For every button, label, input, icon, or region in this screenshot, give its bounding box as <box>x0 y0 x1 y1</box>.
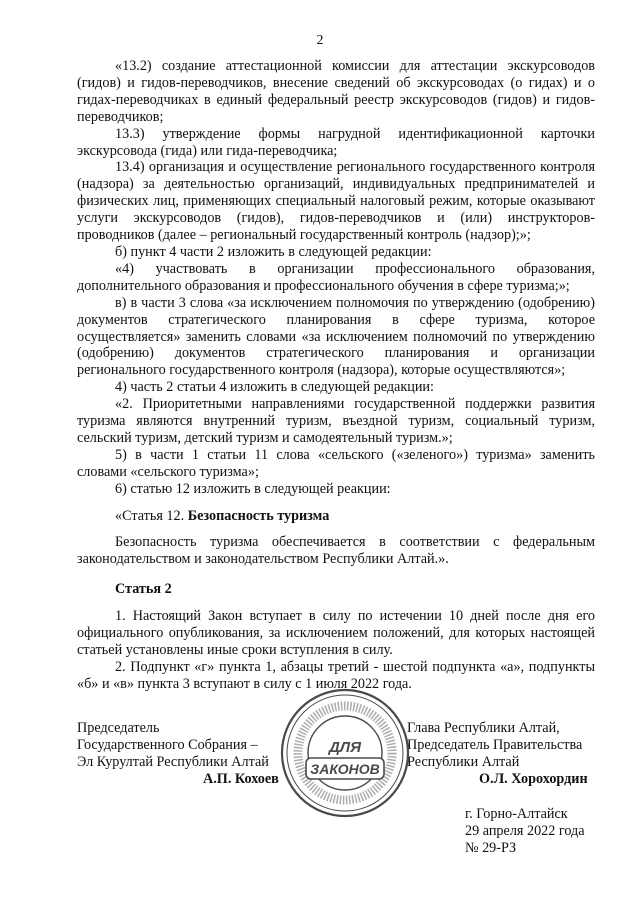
signature-block-right <box>407 720 607 771</box>
place-date-number <box>465 806 585 857</box>
official-stamp <box>278 686 412 820</box>
right-title-line3: Республики Алтай <box>407 754 520 770</box>
right-title-line1: Глава Республики Алтай, <box>407 720 560 736</box>
signature-name-left: А.П. Кохоев <box>203 771 279 787</box>
paragraph-13-4: 13.4) организация и осуществление регионального государственного контроля (надзора) за деятельностью организаций, индивидуальных предпринимателей и физических лиц, применяющих специальный налоговый режим, которые оказывают услуги экскурсоводов (гидов), гидов-переводчиков и (или) инструкторов-проводников (далее – региональный государственный контроль (надзор);»; <box>77 159 595 244</box>
article-2-paragraph-1: 1. Настоящий Закон вступает в силу по истечении 10 дней после дня его официального опубликования, за исключением положений, для которых настоящей статьей установлены иные сроки вступления в силу. <box>77 608 595 658</box>
article-12-heading <box>77 508 595 525</box>
article-2-paragraph-2: 2. Подпункт «г» пункта 1, абзацы третий - шестой подпункта «а», подпункты «б» и «в» пункта 3 вступают в силу с 1 июля 2022 года. <box>77 658 595 692</box>
article-2-heading: Статья 2 <box>115 581 172 598</box>
paragraph-b-text: «4) участвовать в организации профессионального образования, дополнительного образования и профессионального обучения в сфере туризма;»; <box>77 260 595 294</box>
page-number: 2 <box>316 33 324 48</box>
left-title-line2: Государственного Собрания – <box>77 737 258 753</box>
paragraph-4: 4) часть 2 статьи 4 изложить в следующей редакции: <box>115 379 434 396</box>
paragraph-13-2: «13.2) создание аттестационной комиссии для аттестации экскурсоводов (гидов) и гидов-переводчиков, внесение сведений об экскурсоводах (о гидах) и о гидах-переводчиках в единый федеральный реестр экскурсоводов (гидов) и гидов-переводчиков; <box>77 58 595 125</box>
paragraph-6: 6) статью 12 изложить в следующей реакции: <box>115 480 391 497</box>
article-12-text: Безопасность туризма обеспечивается в соответствии с федеральным законодательством и законодательством Республики Алтай.». <box>77 534 595 568</box>
signature-block-left <box>77 720 297 771</box>
paragraph-4-text: «2. Приоритетными направлениями государственной поддержки развития туризма являются внутренний туризм, въездной туризм, социальный туризм, сельский туризм, детский туризм и самодеятельный туризм.»; <box>77 396 595 446</box>
place-date: 29 апреля 2022 года <box>465 823 585 839</box>
signature-name-right: О.Л. Хорохордин <box>479 771 588 787</box>
article-12-prefix: «Статья 12. <box>115 507 188 524</box>
paragraph-b: б) пункт 4 части 2 изложить в следующей редакции: <box>115 243 432 260</box>
left-title-line1: Председатель <box>77 720 160 736</box>
left-title-line3: Эл Курултай Республики Алтай <box>77 754 269 770</box>
law-number: № 29-РЗ <box>465 840 517 856</box>
paragraph-5: 5) в части 1 статьи 11 слова «сельского («зеленого») туризма» заменить словами «сельского туризма»; <box>77 446 595 480</box>
right-title-line2: Председатель Правительства <box>407 737 583 753</box>
stamp-text-line1: ДЛЯ <box>328 739 362 756</box>
document-body <box>77 58 595 693</box>
stamp-text-line2: ЗАКОНОВ <box>310 761 380 777</box>
article-12-title: Безопасность туризма <box>187 507 330 524</box>
place-city: г. Горно-Алтайск <box>465 806 568 822</box>
paragraph-13-3: 13.3) утверждение формы нагрудной идентификационной карточки экскурсовода (гида) или гида-переводчика; <box>77 125 595 159</box>
paragraph-v: в) в части 3 слова «за исключением полномочия по утверждению (одобрению) документов стратегического планирования в сфере туризма, которое осуществляется» заменить словами «за исключением полномочий по утверждению (одобрению) документов стратегического планирования и организации регионального государственного контроля (надзора), которые осуществляются»; <box>77 294 595 379</box>
